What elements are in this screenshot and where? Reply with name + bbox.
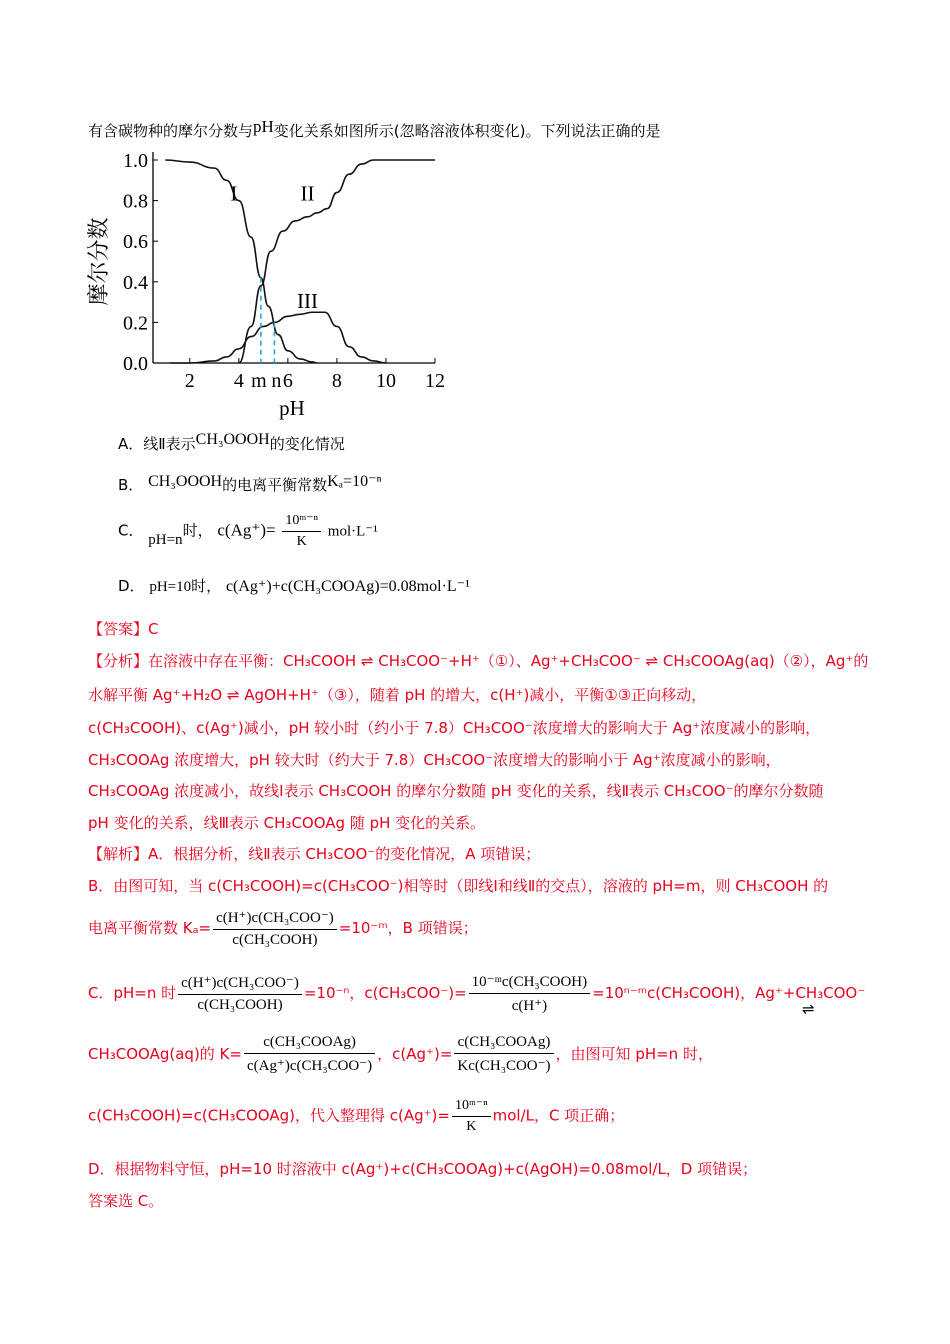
analysis-line-0 bbox=[88, 650, 868, 671]
solution-c1-numerator2: 10⁻ᵐc(CH₃COOH) bbox=[469, 972, 590, 994]
solution-c3-pre: c(CH₃COOH)=c(CH₃COOAg)，代入整理得 c(Ag⁺)= bbox=[88, 1106, 450, 1125]
option-a-label: A． bbox=[118, 435, 144, 453]
solution-c2-pre: CH₃COOAg(aq)的 K= bbox=[88, 1045, 242, 1063]
x-axis-label: pH bbox=[279, 396, 305, 420]
series-label-I: I bbox=[230, 181, 238, 206]
series-line-II bbox=[239, 160, 435, 363]
solution-c1-fraction bbox=[178, 973, 302, 1014]
solution-a-text: A．根据分析，线Ⅱ表示 CH₃COO⁻的变化情况，A 项错误； bbox=[148, 845, 541, 863]
option-b-label: B． bbox=[118, 476, 144, 494]
solution-c3-post: mol/L，C 项正确； bbox=[492, 1106, 625, 1125]
x-marker-label-m: m bbox=[251, 370, 267, 392]
solution-b2-fraction bbox=[213, 908, 337, 949]
x-tick-label: 12 bbox=[425, 370, 445, 392]
solution-final: 答案选 C。 bbox=[88, 1192, 164, 1210]
solution-b2-post: =10⁻ᵐ，B 项错误； bbox=[338, 919, 478, 937]
solution-c2 bbox=[88, 1034, 713, 1075]
answer-value: C bbox=[148, 620, 159, 638]
option-c-text: 时， bbox=[182, 521, 213, 540]
chart-axes bbox=[153, 152, 435, 363]
solution-c1-post: =10ⁿ⁻ᵐc(CH₃COOH)，Ag⁺+CH₃COO⁻ bbox=[592, 984, 866, 1002]
solution-c1-pre: C．pH=n 时 bbox=[88, 984, 177, 1002]
solution-c3-denominator: K bbox=[466, 1119, 477, 1134]
analysis-line-2: c(CH₃COOH)、c(Ag⁺)减小，pH 较小时（约小于 7.8）CH₃COO⁻浓度增大的影响大于 Ag⁺浓度减小的影响， bbox=[88, 719, 821, 737]
solution-c1-mid: =10⁻ⁿ，c(CH₃COO⁻)= bbox=[303, 984, 467, 1002]
solution-c2-denominator2: Kc(CH₃COO⁻) bbox=[457, 1058, 551, 1074]
solution-b2-pre: 电离平衡常数 Kₐ= bbox=[88, 919, 212, 937]
y-tick-label: 0.4 bbox=[123, 271, 148, 294]
solution-d: D．根据物料守恒，pH=10 时溶液中 c(Ag⁺)+c(CH₃COOAg)+c(AgOH)=0.08mol/L，D 项错误； bbox=[88, 1160, 758, 1178]
option-d-text: 时， bbox=[191, 577, 222, 595]
chart-ticks bbox=[123, 150, 445, 392]
solution-c3 bbox=[88, 1097, 624, 1135]
answer bbox=[88, 618, 159, 639]
solution-c2-numerator2: c(CH₃COOAg) bbox=[454, 1034, 553, 1054]
solution-c3-fraction bbox=[452, 1097, 491, 1135]
option-c-lhs: c(Ag⁺)= bbox=[217, 520, 276, 540]
analysis-tag: 【分析】 bbox=[88, 652, 149, 670]
option-c-label: C． bbox=[118, 521, 144, 540]
solution-c3-numerator: 10ᵐ⁻ⁿ bbox=[452, 1097, 491, 1117]
series-line-I bbox=[165, 160, 317, 363]
solution-c2-numerator: c(CH₃COOAg) bbox=[244, 1034, 375, 1054]
option-a bbox=[118, 433, 345, 454]
x-marker-label-n: n bbox=[271, 370, 282, 392]
solution-c1-denominator2: c(H⁺) bbox=[511, 998, 548, 1014]
solution-c1 bbox=[88, 972, 865, 1015]
solution-b2-denominator: c(CH₃COOH) bbox=[232, 932, 318, 948]
option-d-label: D． bbox=[118, 577, 145, 595]
y-tick-label: 0.8 bbox=[123, 190, 148, 213]
mole-fraction-chart bbox=[80, 145, 450, 430]
solution-c1-arrow: ⇌ bbox=[802, 1000, 815, 1018]
solution-c2-post: ，由图可知 pH=n 时， bbox=[555, 1045, 713, 1063]
option-c bbox=[118, 512, 378, 550]
y-axis-label: 摩尔分数 bbox=[87, 217, 112, 306]
option-a-text2: 的变化情况 bbox=[269, 435, 345, 453]
x-tick-label: 4 bbox=[233, 370, 244, 392]
series-label-II: II bbox=[300, 181, 315, 206]
option-d-expression: c(Ag⁺)+c(CH₃COOAg)=0.08mol·L⁻¹ bbox=[225, 578, 470, 595]
option-b-formula: CH₃OOOH bbox=[148, 473, 223, 490]
analysis-text: 在溶液中存在平衡：CH₃COOH ⇌ CH₃COO⁻+H⁺（①）、Ag⁺+CH₃COO⁻ ⇌ CH₃COOAg(aq)（②），Ag⁺的 bbox=[148, 652, 869, 670]
series-label-III: III bbox=[296, 289, 318, 314]
x-tick-label: 10 bbox=[375, 370, 396, 392]
option-b-text: 的电离平衡常数 bbox=[222, 476, 328, 494]
y-tick-label: 0.2 bbox=[123, 312, 148, 335]
solution-b2 bbox=[88, 908, 478, 949]
option-c-condition: pH=n bbox=[148, 531, 183, 548]
y-tick-label: 0.6 bbox=[123, 231, 148, 254]
option-c-denominator: K bbox=[296, 534, 307, 549]
solution-c2-fraction bbox=[244, 1034, 375, 1075]
analysis-line-3: CH₃COOAg 浓度增大，pH 较大时（约大于 7.8）CH₃COO⁻浓度增大的影响小于 Ag⁺浓度减小的影响， bbox=[88, 751, 781, 769]
question-stem bbox=[88, 117, 661, 141]
answer-tag: 【答案】 bbox=[88, 620, 149, 638]
series-line-III bbox=[170, 312, 386, 363]
option-c-unit: mol·L⁻¹ bbox=[327, 523, 378, 540]
option-c-numerator: 10ᵐ⁻ⁿ bbox=[282, 512, 321, 532]
solution-tag: 【解析】 bbox=[88, 845, 149, 863]
option-a-text1: 线Ⅱ表示 bbox=[143, 435, 196, 453]
y-tick-label: 1.0 bbox=[123, 150, 148, 172]
option-b bbox=[118, 474, 382, 495]
stem-ph: pH bbox=[253, 117, 274, 136]
analysis-line-5: pH 变化的关系，线Ⅲ表示 CH₃COOAg 随 pH 变化的关系。 bbox=[88, 814, 486, 832]
x-tick-label: 8 bbox=[331, 370, 342, 392]
option-c-fraction bbox=[282, 512, 321, 550]
solution-b1: B．由图可知，当 c(CH₃COOH)=c(CH₃COO⁻)相等时（即线Ⅰ和线Ⅱ的交点），溶液的 pH=m，则 CH₃COOH 的 bbox=[88, 877, 829, 895]
solution-c2-denominator: c(Ag⁺)c(CH₃COO⁻) bbox=[246, 1058, 373, 1074]
stem-text-b: 变化关系如图所示(忽略溶液体积变化)。下列说法正确的是 bbox=[273, 122, 661, 140]
analysis-line-4: CH₃COOAg 浓度减小，故线Ⅰ表示 CH₃COOH 的摩尔分数随 pH 变化的关系，线Ⅱ表示 CH₃COO⁻的摩尔分数随 bbox=[88, 782, 824, 800]
option-b-k: Kₐ=10⁻ⁿ bbox=[327, 473, 382, 490]
stem-text-a: 有含碳物种的摩尔分数与 bbox=[88, 122, 254, 140]
solution-c2-mid: ，c(Ag⁺)= bbox=[377, 1045, 453, 1063]
solution-c1-denominator: c(CH₃COOH) bbox=[197, 997, 283, 1013]
solution-a bbox=[88, 843, 540, 864]
x-tick-label: 6 bbox=[282, 370, 293, 392]
option-d bbox=[118, 575, 470, 596]
option-d-condition: pH=10 bbox=[149, 579, 192, 595]
y-tick-label: 0.0 bbox=[123, 353, 148, 375]
solution-b2-numerator: c(H⁺)c(CH₃COO⁻) bbox=[213, 908, 337, 930]
option-a-formula: CH₃OOOH bbox=[195, 431, 270, 448]
solution-c1-fraction2 bbox=[469, 972, 590, 1015]
solution-c1-numerator: c(H⁺)c(CH₃COO⁻) bbox=[178, 973, 302, 995]
x-tick-label: 2 bbox=[184, 370, 195, 392]
solution-c2-fraction2 bbox=[454, 1034, 553, 1075]
analysis-line-1: 水解平衡 Ag⁺+H₂O ⇌ AgOH+H⁺（③），随着 pH 的增大，c(H⁺)减小，平衡①③正向移动， bbox=[88, 686, 707, 704]
